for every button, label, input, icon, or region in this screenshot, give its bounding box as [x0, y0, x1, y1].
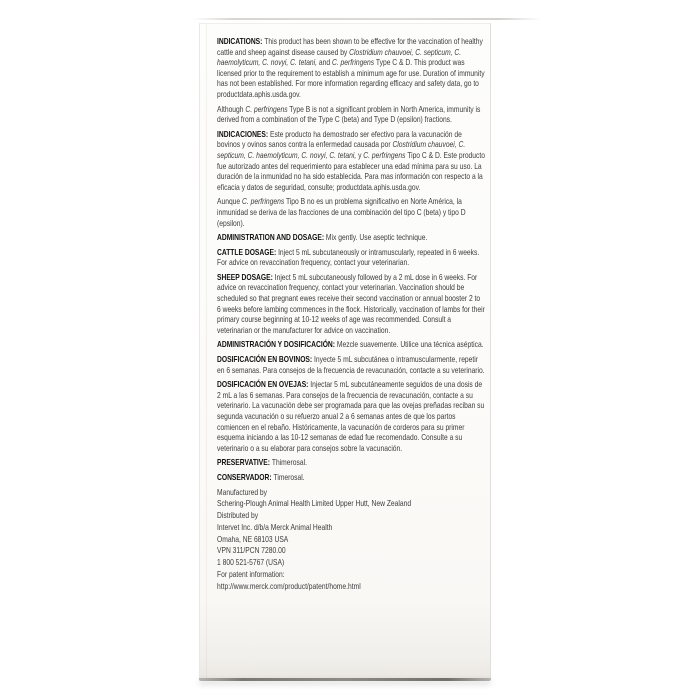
- carton-left-crease: [206, 24, 207, 679]
- footer-line: Intervet Inc. d/b/a Merck Animal Health: [217, 521, 333, 532]
- label-run: Mix gently. Use aseptic technique.: [325, 232, 428, 243]
- section-heading: SHEEP DOSAGE:: [217, 271, 275, 282]
- carton-bottom-seam: [199, 678, 491, 681]
- label-paragraph: [217, 36, 486, 100]
- label-paragraph: [217, 129, 486, 193]
- section-heading: INDICACIONES:: [217, 128, 270, 139]
- label-run: y: [356, 149, 364, 160]
- label-paragraph: [217, 104, 486, 125]
- label-run: Este producto ha demostrado ser efectivo para la vacunación de bovinos y ovinos sanos contra la enfermedad causada por: [217, 128, 462, 150]
- species-name-italic: C. perfringens: [363, 149, 406, 160]
- label-run: Type C & D. This product was licensed prior to the requirement to establish a minimum age for use. Duration of immunity has not been established. For more information regarding efficacy and safety data, go to productdata.aphis.usda.gov.: [217, 57, 485, 99]
- footer-line: 1 800 521-5767 (USA): [217, 557, 285, 568]
- footer-line: For patent information:: [217, 569, 285, 580]
- label-run: Type B is not a significant problem in North America, immunity is derived from a combination of the Type C (beta) and Type D (epsilon) fractions.: [217, 103, 481, 125]
- section-heading: DOSIFICACIÓN EN BOVINOS:: [217, 354, 315, 365]
- label-run: Mezcle suavemente. Utilice una técnica aséptica.: [336, 339, 484, 350]
- label-footer: [217, 487, 486, 592]
- carton-back-panel: [199, 23, 491, 679]
- label-run: Inject 5 mL subcutaneously followed by a 2 mL dose in 6 weeks. For advice on revaccination frequency, contact your veterinarian. Vaccination should be scheduled so that pregnant ewes receive their second vaccination or annual booster 2 to 6 weeks before lambing commences in the flock. Historically, vaccination of lambs for their primary course beginning at 10-12 weeks of age was recommended. Consult a veterinarian or the manufacturer for advice on vaccination.: [217, 271, 485, 335]
- label-run: Tipo C & D. Este producto fue autorizado antes del requerimiento para establecer una edad mínima para su uso. La duración de la inmunidad no ha sido establecida. Para mas información con respecto a la eficacia y datos de seguridad, consulte; productdata.aphis.usda.gov.: [217, 149, 485, 192]
- label-paragraph: [217, 379, 486, 453]
- label-run: Although: [217, 103, 246, 114]
- species-name-italic: C. perfringens: [245, 103, 288, 114]
- section-heading: INDICATIONS:: [217, 36, 265, 46]
- label-run: and: [317, 57, 332, 68]
- footer-line: http://www.merck.com/product/patent/home.html: [217, 580, 361, 591]
- species-name-italic: C. perfringens: [331, 57, 375, 68]
- species-name-italic: Clostridium chauvoei, C. septicum, C. haemolyticum, C. novyi, C. tetani,: [217, 46, 462, 68]
- species-name-italic: Clostridium chauvoei, C. septicum, C. haemolyticum, C. novyi, C. tetani,: [217, 139, 466, 160]
- label-paragraph: [217, 272, 486, 336]
- label-paragraph: [217, 354, 486, 375]
- footer-line: VPN 311/PCN 7280.00: [217, 545, 286, 556]
- label-run: This product has been shown to be effective for the vaccination of healthy cattle and sheep against disease caused by: [217, 36, 483, 57]
- label-paragraph: [217, 457, 486, 468]
- section-heading: ADMINISTRACIÓN Y DOSIFICACIÓN:: [217, 339, 337, 350]
- section-heading: CONSERVADOR:: [217, 471, 274, 482]
- label-run: Inject 5 mL subcutaneously or intramuscularly, repeated in 6 weeks. For advice on revaccination frequency, contact your veterinarian.: [217, 246, 480, 268]
- label-text-block: [217, 36, 486, 593]
- footer-line: Distributed by: [217, 510, 259, 521]
- footer-line: Manufactured by: [217, 486, 268, 497]
- label-run: Aunque: [217, 196, 243, 207]
- label-paragraph: [217, 339, 486, 350]
- section-heading: CATTLE DOSAGE:: [217, 246, 279, 257]
- label-paragraph: [217, 196, 486, 228]
- label-run: Injectar 5 mL subcutáneamente seguidos de una dosis de 2 mL a las 6 semanas. Para consejos de la frecuencia de revacunación, contacte a su veterinario. La vacunación debe ser programada para que las ovejas preñadas reciban su segunda vacunación o su refuerzo anual 2 a 6 semanas antes de que los partos comiencen en el rebaño. Históricamente, la vacunación de corderos para su primer esquema iniciando a las 10-12 semanas de edad fue recomendado. Consulte a su veterinario o a su elaborar para consejos sobre la vacunación.: [217, 379, 485, 453]
- footer-line: Schering-Plough Animal Health Limited Upper Hutt, New Zealand: [217, 498, 412, 509]
- label-run: Timerosal.: [273, 471, 305, 482]
- label-sections: [217, 36, 486, 483]
- carton-top-flap-edge: [191, 18, 541, 20]
- label-run: Inyecte 5 mL subcutánea o intramuscularmente, repetir en 6 semanas. Para consejos de la frecuencia de revacunación, contacte a su veterinario.: [217, 354, 485, 375]
- species-name-italic: C. perfringens: [242, 196, 285, 207]
- section-heading: DOSIFICACIÓN EN OVEJAS:: [217, 379, 311, 390]
- section-heading: ADMINISTRATION AND DOSAGE:: [217, 232, 326, 243]
- section-heading: PRESERVATIVE:: [217, 457, 272, 468]
- label-paragraph: [217, 247, 486, 268]
- label-run: Thimerosal.: [271, 457, 307, 468]
- label-paragraph: [217, 232, 486, 243]
- label-paragraph: [217, 472, 486, 483]
- footer-line: Omaha, NE 68103 USA: [217, 533, 289, 544]
- label-run: Tipo B no es un problema significativo en Norte América, la inmunidad se deriva de las fracciones de una combinación del tipo C (beta) y tipo D (epsilon).: [217, 196, 466, 228]
